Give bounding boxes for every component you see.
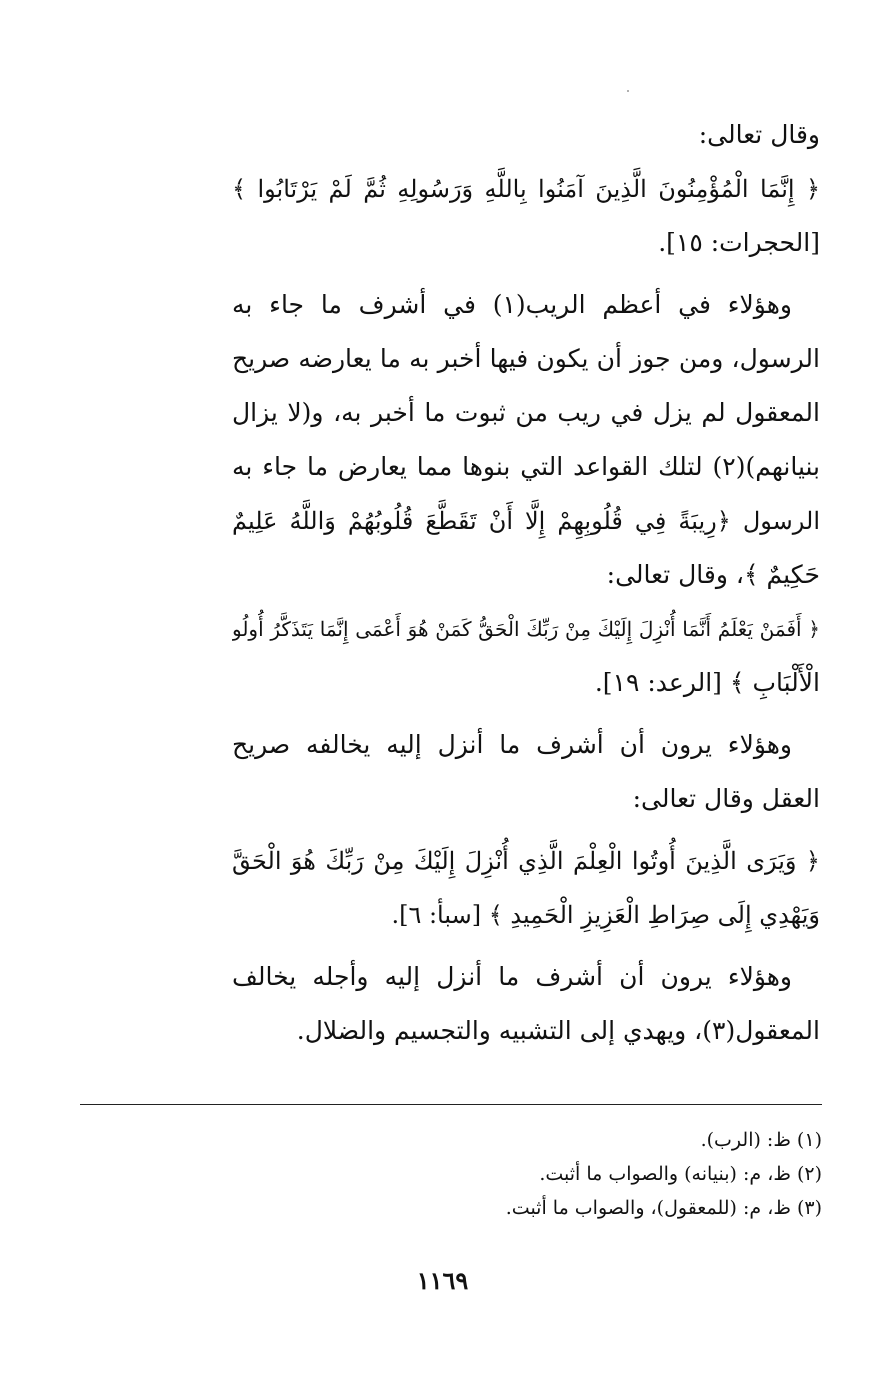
verse-line-tawbah-2: حَكِيمٌ ﴾، وقال تعالى: <box>606 560 820 589</box>
footnotes <box>80 1123 822 1225</box>
paragraph-line: العقل وقال تعالى: <box>632 784 820 813</box>
paragraph-line: المعقول(٣)، ويهدي إلى التشبيه والتجسيم والضلال. <box>296 1016 820 1045</box>
paragraph-line: وهؤلاء يرون أن أشرف ما أنزل إليه وأجله يخالف <box>232 962 792 991</box>
verse-line-saba-1: ﴿ وَيَرَى الَّذِينَ أُوتُوا الْعِلْمَ الَّذِي أُنْزِلَ إِلَيْكَ مِنْ رَبِّكَ هُوَ الْحَقَّ <box>232 847 820 875</box>
verse-line-rad-2: الْأَلْبَابِ ﴾ [الرعد: ١٩]. <box>594 668 820 697</box>
scan-speck <box>627 90 629 92</box>
text-line-intro-1: وقال تعالى: <box>698 120 820 149</box>
footnote-3: (٣) ظ، م: (للمعقول)، والصواب ما أثبت. <box>505 1197 822 1219</box>
verse-line-saba-2: وَيَهْدِي إِلَى صِرَاطِ الْعَزِيزِ الْحَمِيدِ ﴾ [سبأ: ٦]. <box>391 901 820 929</box>
verse-line-hujurat: ﴿ إِنَّمَا الْمُؤْمِنُونَ الَّذِينَ آمَنُوا بِاللَّهِ وَرَسُولِهِ ثُمَّ لَمْ يَرْتَابُوا ﴾ <box>232 175 820 203</box>
paragraph-line: الرسول، ومن جوز أن يكون فيها أخبر به ما يعارضه صريح <box>232 344 820 373</box>
footnote-1: (١) ظ: (الرب). <box>700 1129 822 1151</box>
main-text <box>232 108 820 1058</box>
paragraph-line: وهؤلاء يرون أن أشرف ما أنزل إليه يخالفه صريح <box>232 730 792 759</box>
footnote-2: (٢) ظ، م: (بنيانه) والصواب ما أثبت. <box>539 1163 822 1185</box>
footnote-separator <box>80 1104 822 1105</box>
paragraph-line: بنيانهم)(٢) لتلك القواعد التي بنوها مما يعارض ما جاء به <box>232 452 820 481</box>
verse-line-tawbah-1: الرسول ﴿رِيبَةً فِي قُلُوبِهِمْ إِلَّا أَنْ تَقَطَّعَ قُلُوبُهُمْ وَاللَّهُ عَلِيمٌ <box>232 507 820 535</box>
verse-line-rad-1: ﴿ أَفَمَنْ يَعْلَمُ أَنَّمَا أُنْزِلَ إِلَيْكَ مِنْ رَبِّكَ الْحَقُّ كَمَنْ هُوَ أَعْمَى إِنَّمَا يَتَذَكَّرُ أُولُو <box>232 617 820 641</box>
paragraph-line: المعقول لم يزل في ريب من ثبوت ما أخبر به، و(لا يزال <box>232 398 820 427</box>
verse-citation-hujurat: [الحجرات: ١٥]. <box>658 228 820 257</box>
page-number: ١١٦٩ <box>416 1266 469 1295</box>
paragraph-line: وهؤلاء في أعظم الريب(١) في أشرف ما جاء به <box>232 290 792 319</box>
